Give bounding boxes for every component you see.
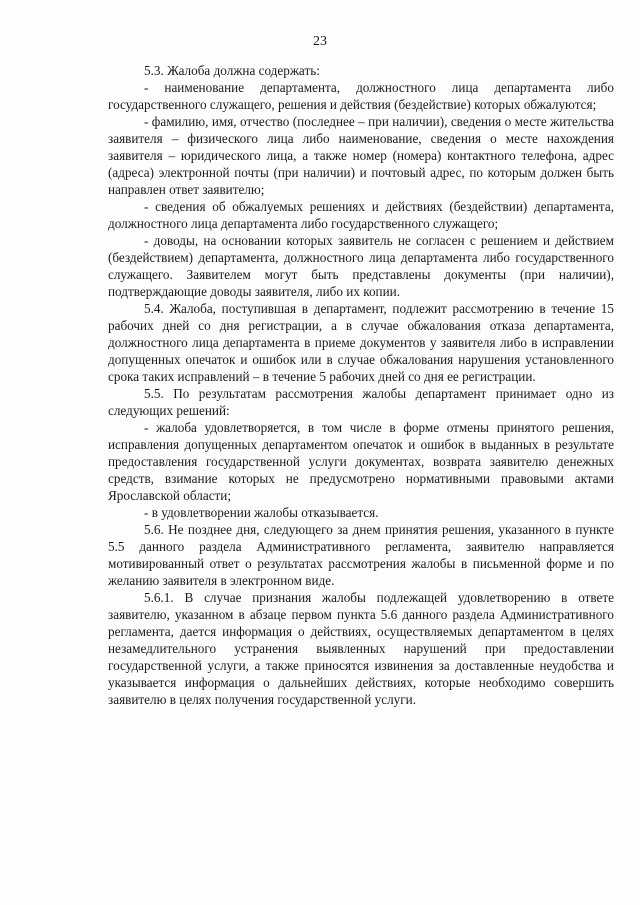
paragraph-complaint-rejected: - в удовлетворении жалобы отказывается.	[144, 505, 379, 520]
paragraph-complaint-subject: - наименование департамента, должностного лица департамента либо государственного служащего, решения и действия (бездействие) которых обжалуются;	[108, 80, 614, 112]
document-body	[108, 62, 614, 708]
page-number: 23	[313, 34, 327, 49]
paragraph-arguments: - доводы, на основании которых заявитель не согласен с решением и действием (бездействием) департамента, должностного лица департамента либо государственного служащего. Заявителем могут быть представлены документы (при наличии), подтверждающие доводы заявителя, либо их копии.	[108, 233, 614, 299]
paragraph-5-6: 5.6. Не позднее дня, следующего за днем принятия решения, указанного в пункте 5.5 данного раздела Административного регламента, заявителю направляется мотивированный ответ о результатах рассмотрения жалобы в письменной форме и по желанию заявителя в электронном виде.	[108, 522, 614, 588]
paragraph-complaint-satisfied: - жалоба удовлетворяется, в том числе в форме отмены принятого решения, исправления допущенных департаментом опечаток и ошибок в выданных в результате предоставления государственной услуги документах, возврата заявителю денежных средств, взимание которых не предусмотрено нормативными правовыми актами Ярославской области;	[108, 420, 614, 503]
paragraph-appealed-actions: - сведения об обжалуемых решениях и действиях (бездействии) департамента, должностного лица департамента либо государственного служащего;	[108, 199, 614, 231]
paragraph-5-4: 5.4. Жалоба, поступившая в департамент, подлежит рассмотрению в течение 15 рабочих дней со дня регистрации, а в случае обжалования отказа департамента, должностного лица департамента в приеме документов у заявителя либо в исправлении допущенных опечаток и ошибок или в случае обжалования нарушения установленного срока таких исправлений – в течение 5 рабочих дней со дня ее регистрации.	[108, 301, 614, 384]
paragraph-applicant-details: - фамилию, имя, отчество (последнее – при наличии), сведения о месте жительства заявителя – физического лица либо наименование, сведения о месте нахождения заявителя – юридического лица, а также номер (номера) контактного телефона, адрес (адреса) электронной почты (при наличии) и почтовый адрес, по которым должен быть направлен ответ заявителю;	[108, 114, 614, 197]
paragraph-5-5: 5.5. По результатам рассмотрения жалобы департамент принимает одно из следующих решений:	[108, 386, 614, 418]
paragraph-5-6-1: 5.6.1. В случае признания жалобы подлежащей удовлетворению в ответе заявителю, указанном в абзаце первом пункта 5.6 данного раздела Административного регламента, дается информация о действиях, осуществляемых департаментом в целях незамедлительного устранения выявленных нарушений при предоставлении государственной услуги, а также приносятся извинения за доставленные неудобства и указывается информация о дальнейших действиях, которые необходимо совершить заявителю в целях получения государственной услуги.	[108, 590, 614, 707]
paragraph-5-3: 5.3. Жалоба должна содержать:	[144, 63, 320, 78]
